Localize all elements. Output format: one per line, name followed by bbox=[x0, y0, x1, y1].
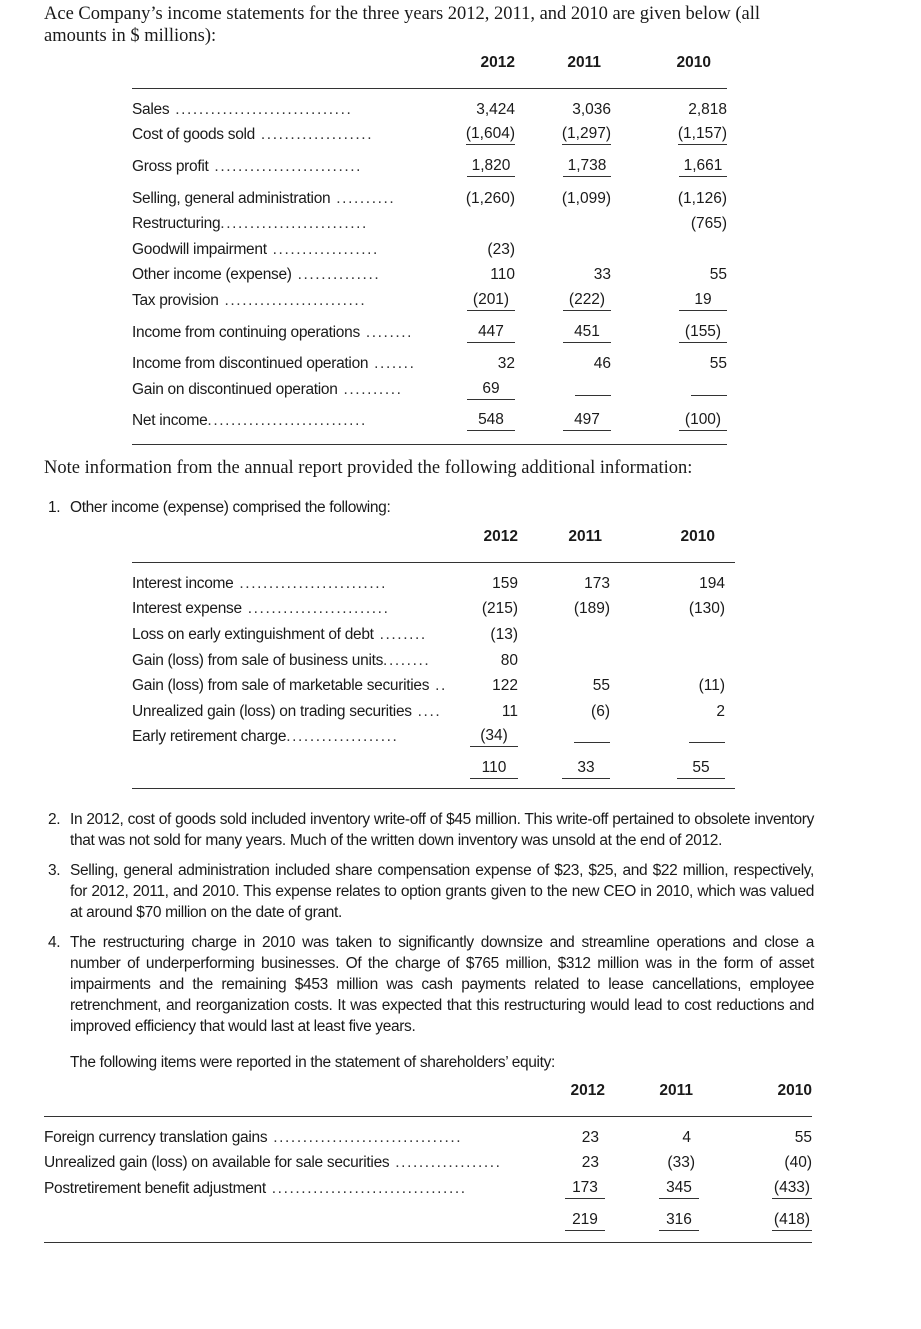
year-header: 2012 bbox=[556, 1080, 605, 1117]
table-row: Gross profit ......................... 1,820 1,738 1,661 bbox=[132, 148, 727, 180]
table-bottom-rule bbox=[132, 444, 727, 445]
table-header-row bbox=[132, 526, 735, 563]
table-header-row bbox=[132, 52, 727, 89]
notes-list bbox=[44, 809, 814, 1037]
table-row: Income from discontinued operation ....... 32 46 55 bbox=[132, 355, 727, 373]
note-item: 1. Other income (expense) comprised the following: bbox=[48, 499, 391, 516]
income-statement-table bbox=[132, 52, 727, 434]
table-row: Early retirement charge................... (34) bbox=[132, 725, 735, 751]
year-header: 2010 bbox=[705, 1080, 812, 1117]
table-total-row: 110 33 55 bbox=[132, 750, 735, 782]
note-intro-paragraph: Note information from the annual report provided the following additional information: bbox=[44, 458, 693, 478]
table-row: Unrealized gain (loss) on trading securities .... 11 (6) 2 bbox=[132, 702, 725, 720]
table-row: Interest income ......................... 159 173 194 bbox=[132, 574, 725, 592]
table-row: Gain (loss) from sale of business units........ 80 bbox=[132, 651, 518, 669]
table-row: Interest expense ........................ (215) (189) (130) bbox=[132, 600, 725, 618]
table-row: Restructuring......................... (765) bbox=[132, 215, 727, 233]
table-bottom-rule bbox=[44, 1242, 812, 1243]
table-bottom-rule bbox=[132, 788, 735, 789]
year-header: 2010 bbox=[624, 526, 735, 563]
year-header: 2012 bbox=[444, 52, 515, 89]
table-row: Cost of goods sold ................... (1,604) (1,297) (1,157) bbox=[132, 125, 727, 144]
table-row: Postretirement benefit adjustment ................................. 173 345 (433) bbox=[44, 1178, 811, 1197]
table-row: Unrealized gain (loss) on available for sale securities .................. 23 (33) (40) bbox=[44, 1154, 812, 1172]
other-income-table bbox=[132, 526, 735, 782]
table-row: Goodwill impairment .................. (23) bbox=[132, 240, 515, 258]
table-row: Foreign currency translation gains ................................ 23 4 55 bbox=[44, 1128, 812, 1146]
table-row: Loss on early extinguishment of debt ........ (13) bbox=[132, 625, 518, 643]
table-row: Selling, general administration .......... (1,260) (1,099) (1,126) bbox=[132, 189, 727, 207]
table-row: Gain on discontinued operation .......... 69 bbox=[132, 377, 727, 403]
table-total-row: 219 316 (418) bbox=[44, 1202, 812, 1234]
year-header: 2010 bbox=[621, 52, 727, 89]
year-header: 2011 bbox=[515, 52, 621, 89]
table-row: Sales .............................. 3,424 3,036 2,818 bbox=[132, 100, 727, 118]
note-item: 3. Selling, general administration included share compensation expense of $23, $25, and $22 million, respectively, for 2012, 2011, and 2010. This expense relates to option grants given to the new CEO in 2010, which was valued at around $70 million on the date of grant. bbox=[48, 862, 814, 921]
intro-paragraph: Ace Company’s income statements for the three years 2012, 2011, and 2010 are given below (all amounts in $ millions): bbox=[44, 4, 760, 46]
equity-intro: The following items were reported in the statement of shareholders’ equity: bbox=[70, 1054, 555, 1071]
table-row: Net income........................... 548 497 (100) bbox=[132, 403, 727, 435]
note-item: 2. In 2012, cost of goods sold included inventory write-off of $45 million. This write-off pertained to obsolete inventory that was not sold for many years. Much of the written down inventory was unsold at the end of 2012. bbox=[48, 811, 814, 849]
table-row: Gain (loss) from sale of marketable securities .. 122 55 (11) bbox=[132, 677, 725, 695]
note-1 bbox=[44, 497, 814, 518]
table-row: Income from continuing operations ........ 447 451 (155) bbox=[132, 314, 727, 346]
year-header: 2011 bbox=[518, 526, 624, 563]
table-header-row bbox=[44, 1080, 812, 1117]
year-header: 2012 bbox=[462, 526, 518, 563]
table-row: Tax provision ........................ (201) (222) 19 bbox=[132, 288, 727, 314]
equity-table bbox=[44, 1080, 812, 1233]
year-header: 2011 bbox=[605, 1080, 705, 1117]
table-row: Other income (expense) .............. 110 33 55 bbox=[132, 266, 727, 284]
note-item: 4. The restructuring charge in 2010 was taken to significantly downsize and streamline operations and close a number of underperforming businesses. Of the charge of $765 million, $312 million was in the form of asset impairments and the remaining $453 million was cash payments related to lease cancellations, employee retrenchment, and reorganization costs. It was expected that this restructuring would lead to cost reductions and improved efficiency that would last at least five years. bbox=[48, 934, 814, 1035]
